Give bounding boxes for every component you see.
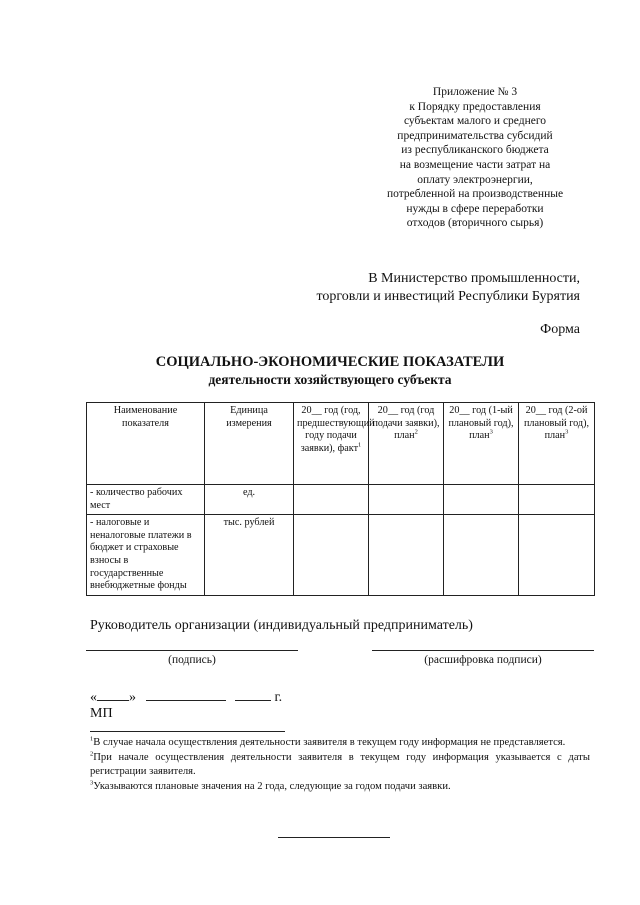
indicators-table — [86, 402, 595, 596]
title-line-2: деятельности хозяйствующего субъекта — [208, 372, 452, 387]
value-cell[interactable] — [444, 515, 519, 596]
value-cell[interactable] — [519, 515, 595, 596]
signature-line[interactable] — [86, 650, 298, 651]
appendix-line: отходов (вторичного сырья) — [406, 217, 544, 230]
header-year-plan-1: 20__ год (1-ый плановый год), план$^3$ — [444, 403, 519, 485]
value-cell[interactable] — [369, 515, 444, 596]
value-cell[interactable] — [369, 485, 444, 515]
table-row — [87, 485, 595, 515]
appendix-header — [360, 85, 590, 231]
value-cell[interactable] — [294, 515, 369, 596]
title-line-1: СОЦИАЛЬНО-ЭКОНОМИЧЕСКИЕ ПОКАЗАТЕЛИ — [155, 354, 505, 370]
appendix-line: из республиканского бюджета — [401, 144, 549, 157]
document-title — [100, 353, 560, 388]
row-name: - налоговые и неналоговые платежи в бюджет и страховые взносы в государственные внебюджетные фонды — [87, 515, 205, 596]
header-year-fact: 20__ год (год, предшествующий году подачи заявки), факт$^1$ — [294, 403, 369, 485]
value-cell[interactable] — [294, 485, 369, 515]
appendix-line: предпринимательства субсидий — [397, 129, 553, 142]
footnote: $^2$При начале осуществления деятельности заявителя в текущем году информация указывается с даты регистрации заявителя. — [90, 750, 590, 778]
month-blank[interactable] — [146, 688, 226, 701]
appendix-line: к Порядку предоставления — [409, 100, 541, 113]
bottom-divider — [278, 837, 390, 838]
footnote-divider — [90, 731, 285, 732]
row-name: - количество рабочих мест — [87, 485, 205, 515]
signature-caption: (подпись) — [168, 654, 216, 666]
appendix-line: оплату электроэнергии, — [417, 173, 533, 186]
date-open-quote: « — [90, 690, 97, 705]
appendix-line: субъектам малого и среднего — [403, 115, 547, 128]
appendix-line: Приложение № 3 — [432, 86, 518, 98]
header-unit: Единица измерения — [205, 403, 294, 485]
signer-title: Руководитель организации (индивидуальный предприниматель) — [90, 618, 473, 633]
date-close-quote: » — [129, 690, 136, 705]
header-year-application: 20__ год (год подачи заявки), план$^2$ — [369, 403, 444, 485]
addressee-line-2: торговли и инвестиций Республики Бурятия — [316, 289, 580, 304]
value-cell[interactable] — [444, 485, 519, 515]
row-unit: тыс. рублей — [205, 515, 294, 596]
addressee — [220, 270, 580, 306]
table-row — [87, 515, 595, 596]
header-year-plan-2: 20__ год (2-ой плановый год), план$^3$ — [519, 403, 595, 485]
value-cell[interactable] — [519, 485, 595, 515]
header-name: Наименование показателя — [87, 403, 205, 485]
year-blank[interactable] — [235, 688, 271, 701]
signature-decoding-line[interactable] — [372, 650, 594, 651]
year-suffix: г. — [274, 690, 283, 705]
footnotes — [90, 736, 590, 794]
form-label: Форма — [540, 322, 580, 337]
table-header-row — [87, 403, 595, 485]
row-unit: ед. — [205, 485, 294, 515]
footnote: $^1$В случае начала осуществления деятельности заявителя в текущем году информация не представляется. — [90, 735, 566, 748]
footnote: $^3$Указываются плановые значения на 2 года, следующие за годом подачи заявки. — [90, 779, 451, 792]
day-blank[interactable] — [97, 688, 129, 701]
addressee-line-1: В Министерство промышленности, — [368, 271, 580, 286]
appendix-line: потребленной на производственные — [386, 188, 564, 201]
stamp-label: МП — [90, 706, 113, 721]
appendix-line: на возмещение части затрат на — [399, 158, 551, 171]
date-line — [90, 688, 282, 706]
signature-decoding-caption: (расшифровка подписи) — [424, 654, 542, 666]
appendix-line: нужды в сфере переработки — [406, 202, 544, 215]
